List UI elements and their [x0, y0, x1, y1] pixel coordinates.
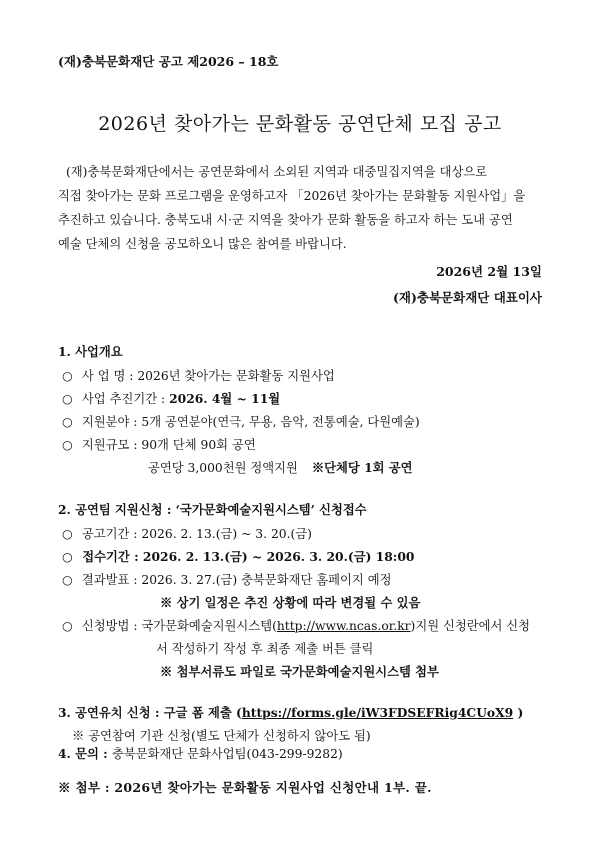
- attach-note: ※ 첨부서류도 파일로 국가문화예술지원시스템 첨부: [160, 664, 439, 679]
- item-label: 접수기간 :: [82, 549, 143, 564]
- item-value: 2026년 찾아가는 문화활동 지원사업: [137, 369, 335, 383]
- schedule-note: ※ 상기 일정은 추진 상황에 따라 변경될 수 있음: [160, 595, 421, 610]
- item-label: 지원규모 :: [81, 438, 142, 452]
- contact-info: 충북문화재단 문화사업팀(043-299-9282): [111, 747, 343, 761]
- section-4-heading-text: 4. 문의 :: [58, 746, 112, 761]
- item-value: 2026. 2. 13.(금) ~ 3. 20.(금): [141, 527, 312, 541]
- circle-bullet: ○: [62, 619, 73, 633]
- list-item: [62, 570, 391, 588]
- list-item: [62, 366, 335, 384]
- section-3-note: ※ 공연참여 기관 신청(별도 단체가 신청하지 않아도 됨): [72, 729, 371, 743]
- item-value: 국가문화예술지원시스템(: [141, 619, 277, 633]
- method-line-2: 서 작성하기 작성 후 최종 제출 버튼 클릭: [156, 642, 374, 656]
- circle-bullet: ○: [62, 392, 73, 406]
- support-amount-line: [148, 458, 413, 476]
- support-amount: 공연당 3,000천원 정액지원: [148, 461, 298, 475]
- item-label: 사 업 명 :: [81, 369, 138, 383]
- list-item: [62, 547, 414, 565]
- circle-bullet: ○: [62, 527, 73, 541]
- circle-bullet: ○: [62, 573, 73, 587]
- support-note: ※단체당 1회 공연: [311, 460, 413, 475]
- circle-bullet: ○: [62, 369, 73, 383]
- circle-bullet: ○: [62, 549, 73, 564]
- issue-date: 2026년 2월 13일: [436, 264, 542, 279]
- item-value: 90개 단체 90회 공연: [141, 438, 256, 452]
- item-value: 2026. 3. 27.(금) 충북문화재단 홈페이지 예정: [141, 573, 392, 587]
- item-value: 2026. 4월 ~ 11월: [169, 391, 281, 406]
- section-3-heading-end: ): [513, 705, 524, 720]
- section-2-heading: 2. 공연팀 지원신청 : ‘국가문화예술지원시스템’ 신청접수: [58, 502, 367, 517]
- list-item: [62, 616, 530, 634]
- item-label: 지원분야 :: [81, 415, 142, 429]
- intro-paragraph: [58, 160, 548, 256]
- section-3-heading: [58, 703, 523, 721]
- section-4-heading: [58, 744, 343, 762]
- item-value: )지원 신청란에서 신청: [410, 619, 531, 633]
- signer: (재)충북문화재단 대표이사: [392, 290, 542, 305]
- list-item: [62, 435, 256, 453]
- item-value: 5개 공연분야(연극, 무용, 음악, 전통예술, 다원예술): [141, 415, 420, 429]
- item-value: 2026. 2. 13.(금) ~ 2026. 3. 20.(금) 18:00: [142, 549, 415, 564]
- attachment-footer: ※ 첨부 : 2026년 찾아가는 문화활동 지원사업 신청안내 1부. 끝.: [58, 780, 432, 795]
- item-label: 공고기간 :: [81, 527, 142, 541]
- circle-bullet: ○: [62, 438, 73, 452]
- list-item: [62, 389, 280, 407]
- intro-line: 직접 찾아가는 문화 프로그램을 운영하고자 「2026년 찾아가는 문화활동 지원사업」을: [58, 189, 526, 203]
- page-title: 2026년 찾아가는 문화활동 공연단체 모집 공고: [98, 113, 502, 135]
- item-label: 사업 추진기간 :: [81, 392, 170, 406]
- section-1-heading: 1. 사업개요: [58, 344, 123, 359]
- intro-line: (재)충북문화재단에서는 공연문화에서 소외된 지역과 대중밀집지역을 대상으로: [66, 165, 488, 179]
- circle-bullet: ○: [62, 415, 73, 429]
- ncas-link[interactable]: http://www.ncas.or.kr: [276, 619, 411, 633]
- section-3-heading-text: 3. 공연유치 신청 : 구글 폼 제출 (: [58, 705, 242, 720]
- list-item: [62, 524, 312, 542]
- item-label: 신청방법 :: [81, 619, 142, 633]
- intro-line: 추진하고 있습니다. 충북도내 시·군 지역을 찾아가 문화 활동을 하고자 하는 도내 공연: [58, 213, 513, 227]
- item-label: 결과발표 :: [81, 573, 142, 587]
- list-item: [62, 412, 420, 430]
- intro-line: 예술 단체의 신청을 공모하오니 많은 참여를 바랍니다.: [58, 237, 347, 251]
- notice-number: (재)충북문화재단 공고 제2026 – 18호: [58, 54, 279, 69]
- google-form-link[interactable]: https://forms.gle/iW3FDSEFRig4CUoX9: [241, 705, 514, 720]
